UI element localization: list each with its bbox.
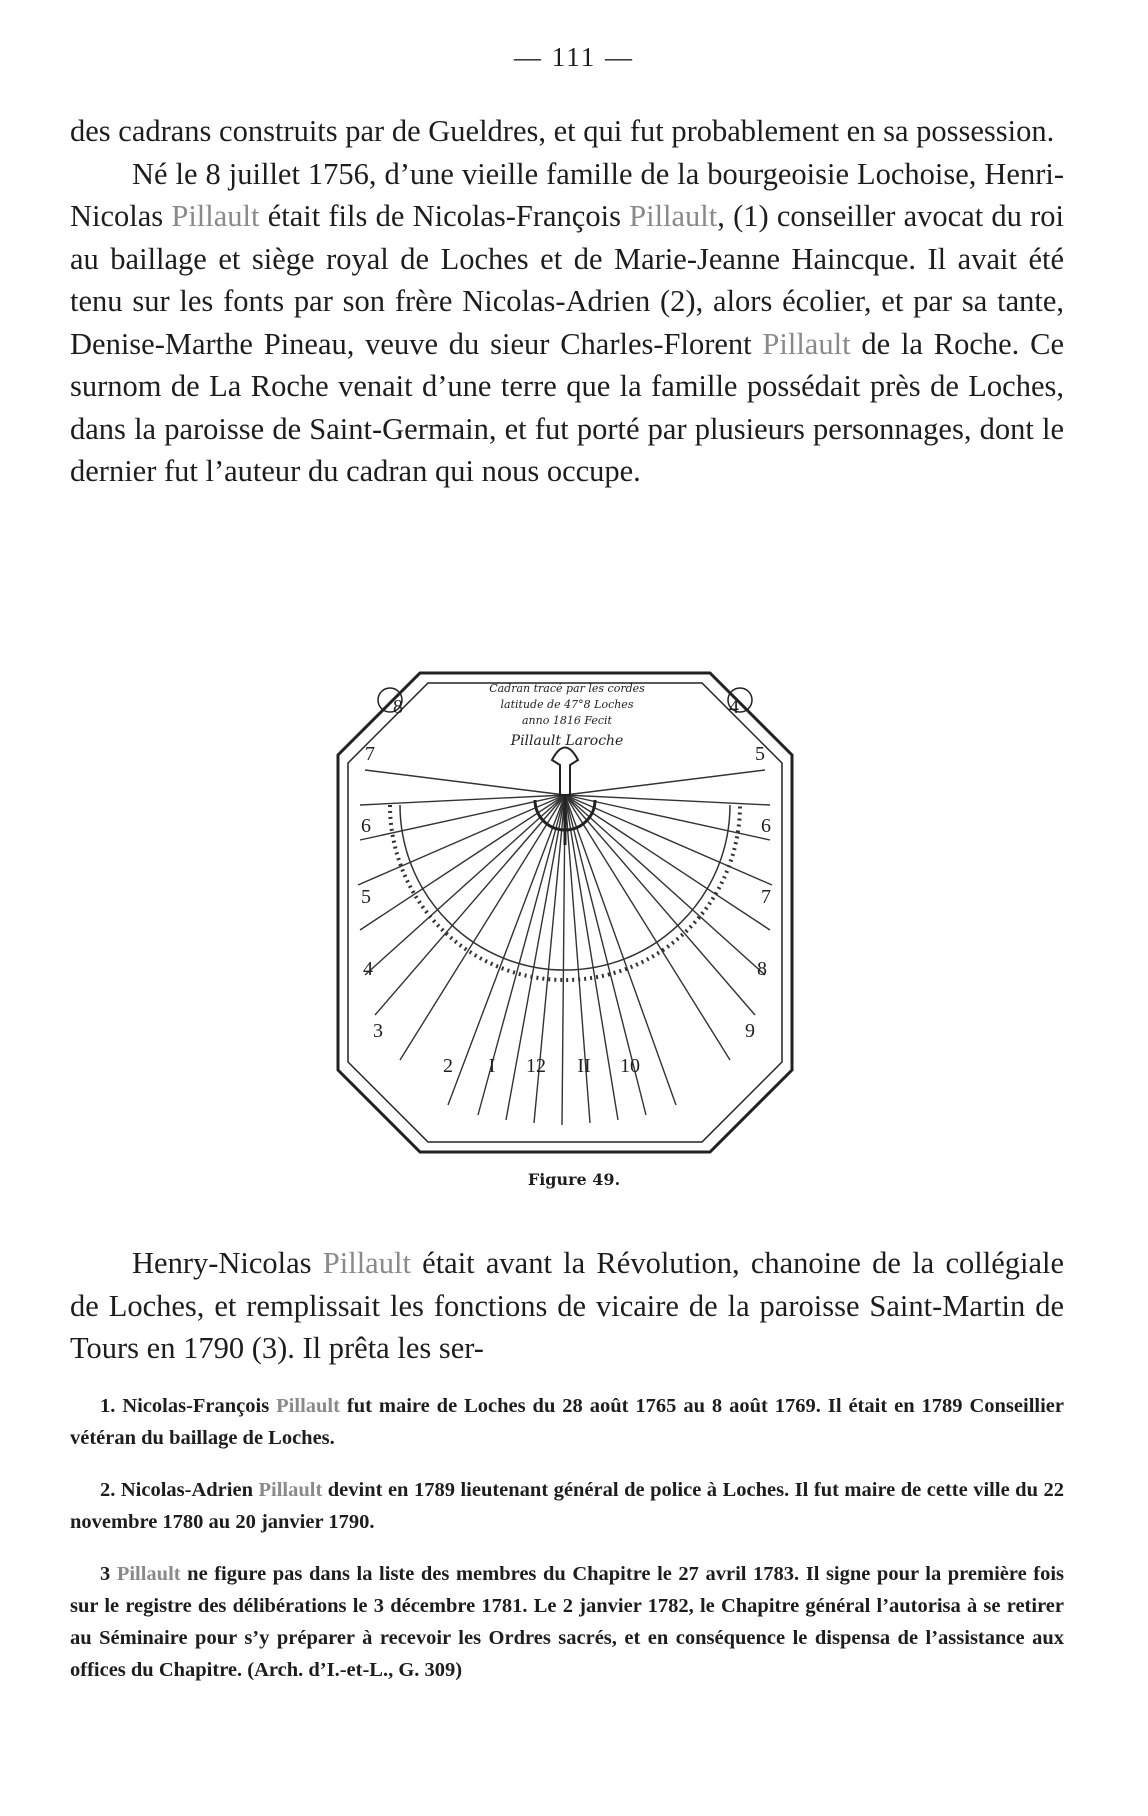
hour-label-left: 4 [363,958,373,980]
hour-label-left: 5 [361,886,371,908]
text-run: 2. Nicolas-Adrien [100,1479,259,1501]
text-run: ne figure pas dans la liste des membres du Chapitre le 27 avril 1783. Il signe pour la première fois sur le registre des délibérations le 3 décembre 1781. Le 2 janvier 1782, le Chapitre général l’autorisa à se retirer au Séminaire pour s’y préparer à recevoir les Ordres sacrés, et en conséquence le dispensa de l’assistance aux offices du Chapitre. (Arch. d’I.-et-L., G. 309) [70,1563,1064,1681]
text-run: fut maire de Loches du 28 août 1765 au 8 août 1769. Il était en 1789 Conseillier vétéran du baillage de Loches. [70,1395,1064,1449]
hour-line [565,795,770,930]
text-run: était fils de Nicolas-François [259,199,630,233]
inscription-line-1: Cadran tracé par les cordes [489,682,645,695]
highlighted-name: Pillault [116,1563,181,1585]
hour-line [565,795,730,1060]
highlighted-name: Pillault [276,1395,340,1417]
hour-label-bottom: 12 [526,1055,546,1077]
hour-label-right: 8 [757,958,767,980]
footnote-3 [70,1558,1064,1686]
text-run: 1. Nicolas-François [100,1395,277,1417]
highlighted-name: Pillault [258,1479,323,1501]
inscription-line-3: anno 1816 Fecit [522,714,612,727]
paragraph-biography [70,153,1064,493]
hour-label-left: 6 [361,815,371,837]
highlighted-name: Pillault [762,326,851,361]
text-run: 3 [100,1563,117,1585]
hour-line [358,795,565,885]
paragraph-career [70,1242,1064,1370]
hour-label-right: 4 [729,696,739,718]
hour-label-right: 9 [745,1020,755,1042]
hour-label-bottom: II [577,1055,591,1077]
text-run: devint en 1789 lieutenant général de police à Loches. Il fut maire de cette ville du 22 novembre 1780 au 20 janvier 1790. [70,1479,1064,1533]
hour-label-left: 3 [373,1020,383,1042]
page-number: — 111 — [514,42,634,72]
text-run: de la Roche. Ce surnom de La Roche venait d’une terre que la famille possédait près de Loches, dans la paroisse de Saint-Germain, et fut porté par plusieurs personnages, dont le dernier fut l’auteur du cadran qui nous occupe. [70,326,1064,488]
text-run: Henry-Nicolas [132,1246,323,1280]
footnotes [70,1390,1064,1706]
hour-line [375,795,565,1015]
hour-label-left: 7 [365,743,375,765]
hour-label-right: 5 [755,743,765,765]
inscription-signature: Pillault Laroche [510,733,624,749]
footnote-2 [70,1474,1064,1538]
hour-label-bottom: 10 [620,1055,640,1077]
hour-label-left: 8 [393,696,403,718]
figure-caption: Figure 49. [527,1170,621,1189]
paragraph-continuation: des cadrans construits par de Gueldres, et qui fut probablement en sa possession. [70,114,1055,148]
highlighted-name: Pillault [171,199,260,233]
hour-line [565,770,765,795]
hour-line [565,795,765,975]
hour-line [565,795,618,1120]
inscription-line-2: latitude de 47°8 Loches [500,698,634,711]
highlighted-name: Pillault [322,1246,411,1280]
text-run: , (1) conseiller avocat du roi au baillage et siège royal de Loches et de Marie-Jeanne Haincque. Il avait été tenu sur les fonts par son frère Nicolas-Adrien (2), alors écolier, et par sa tante, Denise-Marthe Pineau, veuve du sieur Charles-Florent [70,199,1064,361]
hour-label-bottom: 2 [443,1055,453,1077]
text-run: Né le 8 juillet 1756, d’une vieille famille de la bourgeoisie Lochoise, Henri-Nicolas [70,156,1064,233]
footnote-1 [70,1390,1064,1454]
highlighted-name: Pillault [629,199,718,233]
hour-label-right: 6 [761,815,771,837]
hour-line [365,770,565,795]
hour-label-bottom: I [488,1055,496,1077]
hour-label-right: 7 [761,886,771,908]
sundial-figure [330,665,800,1160]
text-run: était avant la Révolution, chanoine de la collégiale de Loches, et remplissait les fonctions de vicaire de la paroisse Saint-Martin de Tours en 1790 (3). Il prêta les ser- [70,1246,1065,1365]
bottom-paragraph [70,1242,1064,1370]
top-paragraphs [70,110,1064,493]
